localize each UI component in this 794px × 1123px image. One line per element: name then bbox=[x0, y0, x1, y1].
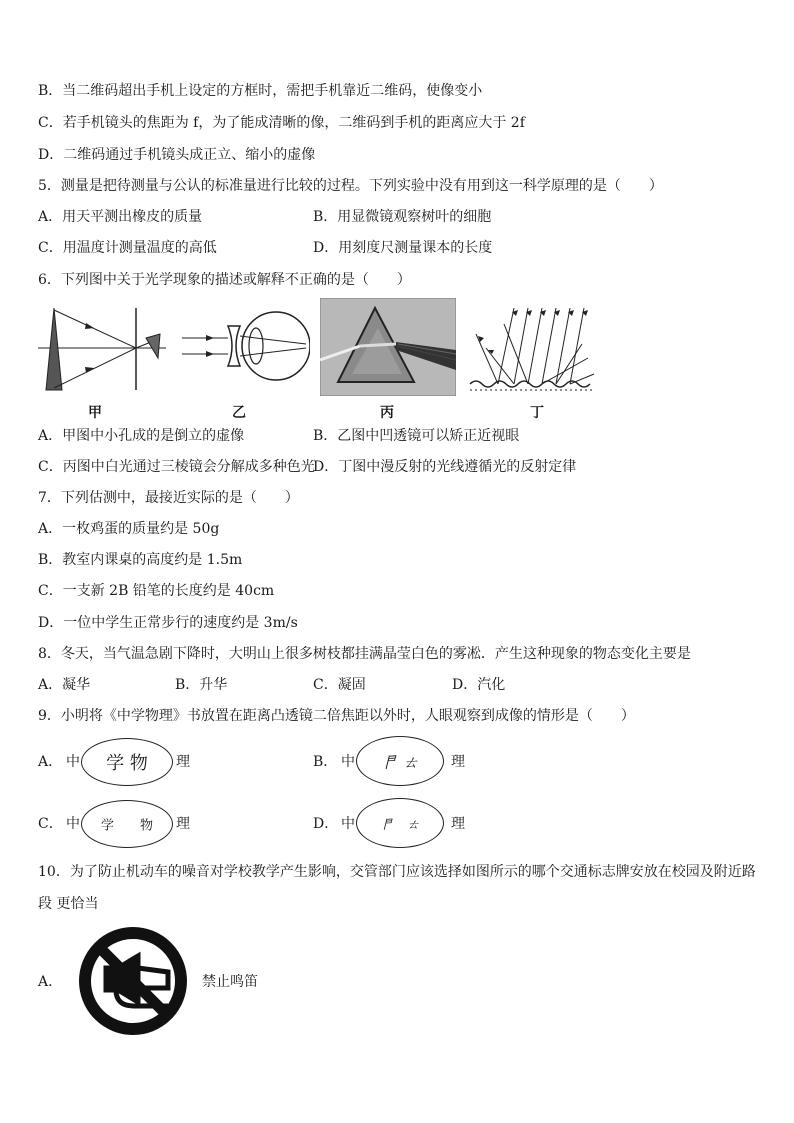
q7-stem: 7．下列估测中，最接近实际的是（ ） bbox=[38, 490, 299, 506]
q9-option-b-inner: 𠁣 ㄊ bbox=[381, 752, 419, 772]
q7-option-c: C．一支新 2B 铅笔的长度约是 40cm bbox=[38, 583, 275, 599]
q9-option-a-left: 中 bbox=[66, 754, 80, 770]
q4-option-b: B．当二维码超出手机上设定的方框时，需把手机靠近二维码，使像变小 bbox=[38, 83, 483, 99]
q10-option-a-caption: 禁止鸣笛 bbox=[202, 974, 258, 990]
q10-option-a-letter: A． bbox=[38, 974, 63, 990]
q8-stem: 8．冬天，当气温急剧下降时，大明山上很多树枝都挂满晶莹白色的雾凇．产生这种现象的物态变化主要是 bbox=[38, 646, 691, 662]
q5-option-b: B．用显微镜观察树叶的细胞 bbox=[313, 209, 492, 225]
q9-option-a-letter: A． bbox=[38, 754, 63, 770]
q5-option-c: C．用温度计测量温度的高低 bbox=[38, 240, 217, 256]
figure-label-bing: 丙 bbox=[380, 405, 394, 421]
q9-option-b-left: 中 bbox=[341, 754, 355, 770]
q10-stem-line2: 段 更恰当 bbox=[38, 896, 99, 912]
eye-lens-figure bbox=[180, 308, 310, 398]
q8-option-c: C．凝固 bbox=[313, 677, 366, 693]
q9-option-c-lens-image bbox=[81, 800, 173, 848]
q6-option-c: C．丙图中白光通过三棱镜会分解成多种色光 bbox=[38, 459, 315, 475]
q8-option-d: D．汽化 bbox=[452, 677, 506, 693]
q5-option-d: D．用刻度尺测量课本的长度 bbox=[313, 240, 493, 256]
q9-option-a-lens-image bbox=[81, 738, 173, 786]
q7-option-a: A．一枚鸡蛋的质量约是 50g bbox=[38, 521, 220, 537]
q6-stem: 6．下列图中关于光学现象的描述或解释不正确的是（ ） bbox=[38, 272, 411, 288]
q9-option-d-letter: D． bbox=[313, 816, 339, 832]
q9-option-b-right: 理 bbox=[451, 754, 465, 770]
q9-option-c-right: 理 bbox=[176, 816, 190, 832]
q9-option-b-letter: B． bbox=[313, 754, 338, 770]
q6-option-b: B．乙图中凹透镜可以矫正近视眼 bbox=[313, 428, 520, 444]
q7-option-d: D．一位中学生正常步行的速度约是 3m/s bbox=[38, 615, 298, 631]
figure-label-yi: 乙 bbox=[232, 405, 246, 421]
q9-option-c-inner: 学 物 bbox=[100, 818, 153, 834]
q6-option-a: A．甲图中小孔成的是倒立的虚像 bbox=[38, 428, 245, 444]
q9-option-a-inner: 学 物 bbox=[106, 753, 148, 774]
pinhole-figure bbox=[38, 300, 168, 400]
q8-option-b: B．升华 bbox=[175, 677, 228, 693]
figure-label-jia: 甲 bbox=[88, 405, 102, 421]
q5-option-a: A．用天平测出橡皮的质量 bbox=[38, 209, 203, 225]
q5-stem: 5．测量是把待测量与公认的标准量进行比较的过程。下列实验中没有用到这一科学原理的是（ ） bbox=[38, 178, 663, 194]
q8-option-a: A．凝华 bbox=[38, 677, 91, 693]
q4-option-c: C．若手机镜头的焦距为 f，为了能成清晰的像，二维码到手机的距离应大于 2f bbox=[38, 115, 525, 131]
diffuse-reflection-figure bbox=[468, 304, 596, 400]
q6-option-d: D．丁图中漫反射的光线遵循光的反射定律 bbox=[313, 459, 577, 475]
q9-option-d-left: 中 bbox=[341, 816, 355, 832]
q9-option-a-right: 理 bbox=[176, 754, 190, 770]
prism-figure bbox=[320, 298, 456, 396]
q9-option-d-lens-image bbox=[356, 798, 444, 848]
figure-label-ding: 丁 bbox=[530, 405, 544, 421]
q9-stem: 9．小明将《中学物理》书放置在距离凸透镜二倍焦距以外时，人眼观察到成像的情形是（ ） bbox=[38, 708, 635, 724]
q9-option-c-left: 中 bbox=[66, 816, 80, 832]
no-horn-sign-icon bbox=[76, 926, 192, 1036]
q9-option-d-inner: 𠁣 ㄊ bbox=[380, 817, 420, 833]
q10-stem-line1: 10．为了防止机动车的噪音对学校教学产生影响，交管部门应该选择如图所示的哪个交通标志牌安放在校园及附近路 bbox=[38, 864, 756, 880]
q9-option-b-lens-image bbox=[356, 736, 444, 786]
q9-option-d-right: 理 bbox=[451, 816, 465, 832]
q4-option-d: D．二维码通过手机镜头成正立、缩小的虚像 bbox=[38, 147, 316, 163]
q9-option-c-letter: C． bbox=[38, 816, 63, 832]
q7-option-b: B．教室内课桌的高度约是 1.5m bbox=[38, 552, 243, 568]
